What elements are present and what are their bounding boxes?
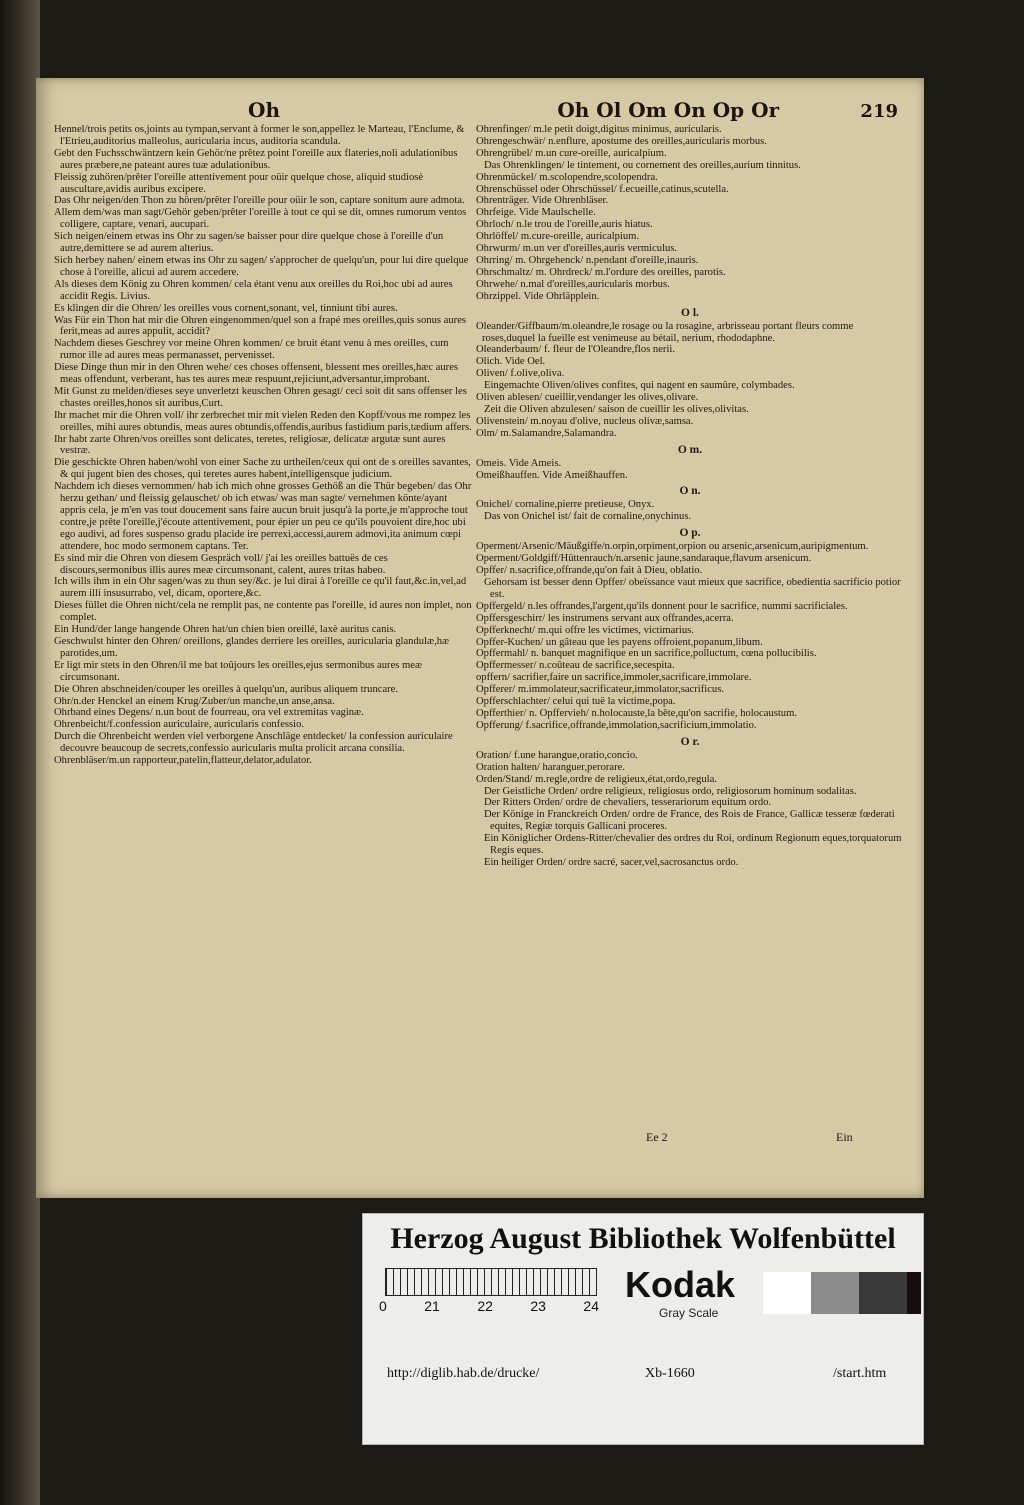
dictionary-entry: Ohrband eines Degens/ n.un bout de fourreau, ora vel extremitas vaginæ. [54, 707, 364, 719]
dictionary-entry: opffern/ sacrifier,faire un sacrifice,immoler,sacrificare,immolare. [476, 672, 752, 684]
url-right: /start.htm [833, 1366, 887, 1381]
dictionary-entry: Opffersgeschirr/ les instrumens servant aux offrandes,acerra. [476, 612, 734, 624]
signature-mark: Ee 2 [646, 1130, 668, 1144]
dictionary-entry: Ihr habt zarte Ohren/vos oreilles sont delicates, teretes, religiosæ, delicatæ argutæ sunt aures vestræ. [54, 433, 446, 457]
dictionary-entry: Opffer-Kuchen/ un gâteau que les payens offroient,popanum,libum. [476, 636, 763, 648]
dictionary-entry: Opfferknecht/ m.qui offre les victimes, victimarius. [476, 624, 694, 636]
ruler-number: 21 [424, 1298, 440, 1314]
dictionary-entry: Allem dem/was man sagt/Gehör geben/prêter l'oreille à tout ce qui se dit, omnes rumorum ventos colligere, captare, venari, aucupari. [54, 207, 467, 231]
book-page [36, 78, 924, 1198]
kodak-logo: Kodak [625, 1264, 736, 1305]
shelfmark: Xb-1660 [645, 1366, 695, 1381]
dictionary-entry: Oleanderbaum/ f. fleur de l'Oleandre,flos nerii. [476, 344, 675, 356]
dictionary-entry: Operment/Arsenic/Mäußgiffe/n.orpin,orpiment,orpion ou arsenic,arsenicum,auripigmentum. [476, 541, 869, 553]
dictionary-entry: Nachdem ich dieses vernommen/ hab ich mich ohne grosses Gethöß an die Thür begeben/ das Ohr herzu gethan/ und fleissig gelauschet/ ob ich etwas/ was man sagte/ vernehmen könte/ayant appris cela, je m'en vas tout doucement sans faire aucun bruit jusqu'à la porte,je m'approche tout contre,je prête l'oreille,j'écoute attentivement, pour épier un peu ce qu'ils pouvoient dire,hoc ubi ego audivi, ad fores suspenso gradu placide ire perrexi,accessi,aurem admovi,ita animum cœpi attendere, hoc modo sermonem captans. Ter. [54, 481, 472, 552]
dictionary-entry: Er ligt mir stets in den Ohren/il me bat toûjours les oreilles,ejus sermonibus aures meæ circumsonant. [54, 659, 423, 683]
gray-patch-black [907, 1272, 921, 1314]
dictionary-entry: Ein Hund/der lange hangende Ohren hat/un chien bien oreillé, laxè auritus canis. [54, 624, 397, 636]
dictionary-entry: Sich neigen/einem etwas ins Ohr zu sagen/se baisser pour dire quelque chose à l'oreille d'un autre,demittere se ad aurem alterius. [54, 231, 444, 255]
ruler-number: 0 [379, 1298, 387, 1314]
dictionary-entry: Omeißhauffen. Vide Ameißhauffen. [476, 469, 628, 481]
digitization-target-card [362, 1213, 924, 1445]
dictionary-entry: Dieses füllet die Ohren nicht/cela ne remplit pas, ne contente pas l'oreille, id aures non implet, non complet. [54, 600, 472, 624]
dictionary-entry: Der Könige in Franckreich Orden/ ordre de France, des Rois de France, Gallicæ tesseræ fœderati equites, Regiæ torquis Gallicani proceres. [484, 809, 895, 833]
dictionary-entry: Ohrwehe/ n.mal d'oreilles,auricularis morbus. [476, 278, 670, 290]
dictionary-entry: Ohrfeige. Vide Maulschelle. [476, 207, 596, 219]
dictionary-entry: Olm/ m.Salamandre,Salamandra. [476, 427, 617, 439]
section-heading: O p. [679, 527, 701, 540]
dictionary-entry: Gebt den Fuchsschwäntzern kein Gehör/ne prêtez point l'oreille aux flateries,noli adulationibus aures præbere,ne pateant aures tuæ adulationibus. [54, 147, 458, 171]
gray-patch-white [763, 1272, 811, 1314]
right-running-head: Oh Ol Om On Op Or [557, 98, 780, 122]
ruler-number: 24 [583, 1298, 599, 1314]
left-running-head: Oh [248, 98, 280, 122]
right-entries [476, 124, 904, 869]
dictionary-entry: Oration halten/ haranguer,perorare. [476, 761, 625, 773]
page-number: 219 [860, 101, 898, 122]
dictionary-entry: Ohrengeschwär/ n.enflure, apostume des oreilles,auricularis morbus. [476, 135, 767, 147]
dictionary-entry: Es sind mir die Ohren von diesem Gespräch voll/ j'ai les oreilles battuës de ces discours,sermonibus illis aures meæ circumsonant, calent, aures tritas habeo. [54, 552, 388, 576]
dictionary-entry: Ohrenträger. Vide Ohrenbläser. [476, 195, 609, 207]
dictionary-entry: Der Ritters Orden/ ordre de chevaliers, tesserariorum equitum ordo. [484, 797, 772, 809]
dictionary-entry: Opffermesser/ n.coûteau de sacrifice,secespita. [476, 660, 675, 672]
gray-patch-dark [859, 1272, 907, 1314]
dictionary-entry: Das Ohrenklingen/ le tintement, ou cornement des oreilles,aurium tinnitus. [484, 159, 801, 171]
dictionary-entry: Als dieses dem König zu Ohren kommen/ cela étant venu aux oreilles du Roi,hoc ubi ad aures accidit Regis. Livius. [54, 278, 453, 302]
section-heading: O r. [680, 735, 700, 748]
dictionary-entry: Ohrzippel. Vide Ohrläpplein. [476, 290, 600, 302]
dictionary-entry: Was Für ein Thon hat mir die Ohren eingenommen/quel son a frapé mes oreilles,quis sonus aures ferit,meas ad aures appulit, accidit? [54, 314, 467, 338]
dictionary-entry: Oration/ f.une harangue,oratio,concio. [476, 749, 638, 761]
dictionary-entry: Ohrenmückel/ m.scolopendre,scolopendra. [476, 171, 658, 183]
library-title: Herzog August Bibliothek Wolfenbüttel [390, 1222, 896, 1255]
dictionary-entry: Ohrlöffel/ m.cure-oreille, auricalpium. [476, 231, 640, 243]
dictionary-entry: Ohrenbläser/m.un rapporteur,patelin,flatteur,delator,adulator. [54, 755, 312, 767]
section-heading: O n. [679, 485, 701, 498]
dictionary-entry: Eingemachte Oliven/olives confites, qui nagent en saumûre, colymbades. [484, 380, 795, 392]
catchword: Ein [836, 1130, 853, 1144]
dictionary-entry: Sich herbey nahen/ einem etwas ins Ohr zu sagen/ s'approcher de quelqu'un, pour lui dire quelque chose à l'oreille, alicui ad aurem accedere. [54, 254, 469, 278]
dictionary-entry: Das von Onichel ist/ fait de cornaline,onychinus. [484, 511, 692, 523]
dictionary-entry: Der Geistliche Orden/ ordre religieux, religiosus ordo, religiosorum hominum sodalitas. [484, 785, 857, 797]
dictionary-entry: Orden/Stand/ m.regle,ordre de religieux,état,ordo,regula. [476, 773, 717, 785]
ruler-number: 22 [477, 1298, 493, 1314]
dictionary-entry: Fleissig zuhören/prêter l'oreille attentivement pour oüir quelque chose, aliquid studiosè auscultare,avidis auribus excipere. [54, 171, 424, 195]
dictionary-entry: Ein Königlicher Ordens-Ritter/chevalier des ordres du Roi, ordinum Regionum eques,torquatorum Regis eques. [484, 833, 902, 857]
section-heading: O m. [677, 443, 703, 456]
dictionary-entry: Ohrenbeicht/f.confession auriculaire, auricularis confessio. [54, 719, 305, 731]
dictionary-entry: Mit Gunst zu melden/dieses seye unverletzt keuschen Ohren gesagt/ ceci soit dit sans offenser les chastes oreilles,honos sit auribus,Curt. [54, 385, 467, 409]
dictionary-entry: Ohrenschüssel oder Ohrschüssel/ f.ecueille,catinus,scutella. [476, 183, 729, 195]
dictionary-entry: Hennel/trois petits os,joints au tympan,servant à former le son,appellez le Marteau, l'Enclume, & l'Etrieu,auditorius malleolus, auricularia incus, auditoria scandula. [54, 124, 465, 147]
dictionary-entry: Opffergeld/ n.les offrandes,l'argent,qu'ils donnent pour le sacrifice, nummi sacrificiales. [476, 600, 848, 612]
dictionary-entry: Opfferschlachter/ celui qui tuë la victime,popa. [476, 696, 676, 708]
ruler-numbers [379, 1298, 599, 1314]
dictionary-entry: Ein heiliger Orden/ ordre sacré, sacer,vel,sacrosanctus ordo. [484, 856, 739, 868]
gray-patch-mid [811, 1272, 859, 1314]
dictionary-entry: Olich. Vide Oel. [476, 356, 546, 368]
gray-scale-label: Gray Scale [659, 1306, 719, 1320]
dictionary-entry: Oliven/ f.olive,oliva. [476, 368, 565, 380]
dictionary-entry: Omeis. Vide Ameis. [476, 457, 562, 469]
dictionary-entry: Die geschickte Ohren haben/wohl von einer Sache zu urtheilen/ceux qui ont de s oreilles savantes, & qui jugent bien des choses, qui teretes aures habent,intelligensque judicium. [54, 457, 471, 481]
right-column [476, 98, 904, 869]
dictionary-entry: Ohrenfinger/ m.le petit doigt,digitus minimus, auricularis. [476, 124, 722, 135]
dictionary-entry: Opfferung/ f.sacrifice,offrande,immolation,sacrificium,immolatio. [476, 719, 757, 731]
section-heading: O l. [681, 306, 699, 319]
dictionary-entry: Ohrloch/ n.le trou de l'oreille,auris hiatus. [476, 219, 653, 231]
dictionary-entry: Ohrwurm/ m.un ver d'oreilles,auris vermiculus. [476, 243, 678, 255]
dictionary-entry: Das Ohr neigen/den Thon zu hören/prêter l'oreille pour oüir le son, captare sonitum aure admota. [54, 195, 465, 207]
dictionary-entry: Zeit die Oliven abzulesen/ saison de cueillir les olives,olivitas. [484, 403, 749, 415]
left-entries [54, 124, 474, 767]
dictionary-entry: Die Ohren abschneiden/couper les oreilles à quelqu'un, auribus aliquem truncare. [54, 683, 399, 695]
dictionary-entry: Ich wills ihm in ein Ohr sagen/was zu thun sey/&c. je lui dirai à l'oreille ce qu'il faut,&c.in,vel,ad aurem illi insusurrabo, vel, dicam, oportere,&c. [54, 576, 467, 600]
dictionary-entry: Geschwulst hinter den Ohren/ oreillons, glandes derriere les oreilles, auricularia glandulæ,hæ parotides,um. [54, 635, 450, 659]
left-column [54, 98, 474, 767]
dictionary-entry: Operment/Goldgiff/Hüttenrauch/n.arsenic jaune,sandaraque,flavum arsenicum. [476, 553, 812, 565]
dictionary-entry: Ohr/n.der Henckel an einem Krug/Zuber/un manche,un anse,ansa. [54, 695, 335, 707]
dictionary-entry: Gehorsam ist besser denn Opffer/ obeïssance vaut mieux que sacrifice, obedientia sacrificio potior est. [484, 577, 901, 600]
url-left: http://diglib.hab.de/drucke/ [387, 1366, 540, 1381]
right-running-head-row [476, 98, 904, 124]
dictionary-entry: Opfferer/ m.immolateur,sacrificateur,immolator,sacrificus. [476, 684, 724, 696]
dictionary-entry: Ohrschmaltz/ m. Ohrdreck/ m.l'ordure des oreilles, parotis. [476, 266, 726, 278]
dictionary-entry: Oleander/Giffbaum/m.oleandre,le rosage ou la rosagine, arbrisseau portant fleurs comme roses,duquel la fueille est venimeuse au bétail, nerium, rhododaphne. [476, 320, 854, 344]
dictionary-entry: Diese Dinge thun mir in den Ohren wehe/ ces choses offensent, blessent mes oreilles,hæc aures meas offendunt, verberant, has tes aures meæ respuunt,rejiciunt,adversantur,improbant. [54, 362, 459, 386]
dictionary-entry: Es klingen dir die Ohren/ les oreilles vous cornent,sonant, vel, tinniunt tibi aures. [54, 302, 398, 314]
dictionary-entry: Onichel/ cornaline,pierre pretieuse, Onyx. [476, 499, 655, 511]
dictionary-entry: Ohrengrübel/ m.un cure-oreille, auricalpium. [476, 147, 667, 159]
dictionary-entry: Ohrring/ m. Ohrgehenck/ n.pendant d'oreille,inauris. [476, 254, 699, 266]
dictionary-entry: Durch die Ohrenbeicht werden viel verborgene Anschläge entdecket/ la confession auriculaire decouvre beaucoup de secrets,confessio auricularis multa prolicit arcana consilia. [54, 731, 453, 755]
ruler-scale [385, 1268, 597, 1296]
dictionary-entry: Opffer/ n.sacrifice,offrande,qu'on fait à Dieu, oblatio. [476, 565, 703, 577]
dictionary-entry: Nachdem dieses Geschrey vor meine Ohren kommen/ ce bruit étant venu à mes oreilles, cum rumor ille ad aures meas permanasset, pervenisset. [54, 338, 449, 362]
dictionary-entry: Oliven ablesen/ cueillir,vendanger les olives,olivare. [476, 392, 699, 404]
dictionary-entry: Opffermahl/ n. banquet magnifique en un sacrifice,polluctum, cœna pollucibilis. [476, 648, 817, 660]
dictionary-entry: Olivenstein/ m.noyau d'olive, nucleus olivæ,samsa. [476, 415, 694, 427]
book-gutter [0, 0, 40, 1505]
dictionary-entry: Ihr machet mir die Ohren voll/ ihr zerbrechet mir mit vielen Reden den Kopff/vous me rompez les oreilles, mihi aures obtundis, meas aures obtundis,offendis,auribus fastidium paris,tædium affers. [54, 409, 472, 433]
dictionary-entry: Opfferthier/ n. Opffervieh/ n.holocauste,la bête,qu'on sacrifie, holocaustum. [476, 707, 797, 719]
ruler-number: 23 [530, 1298, 546, 1314]
